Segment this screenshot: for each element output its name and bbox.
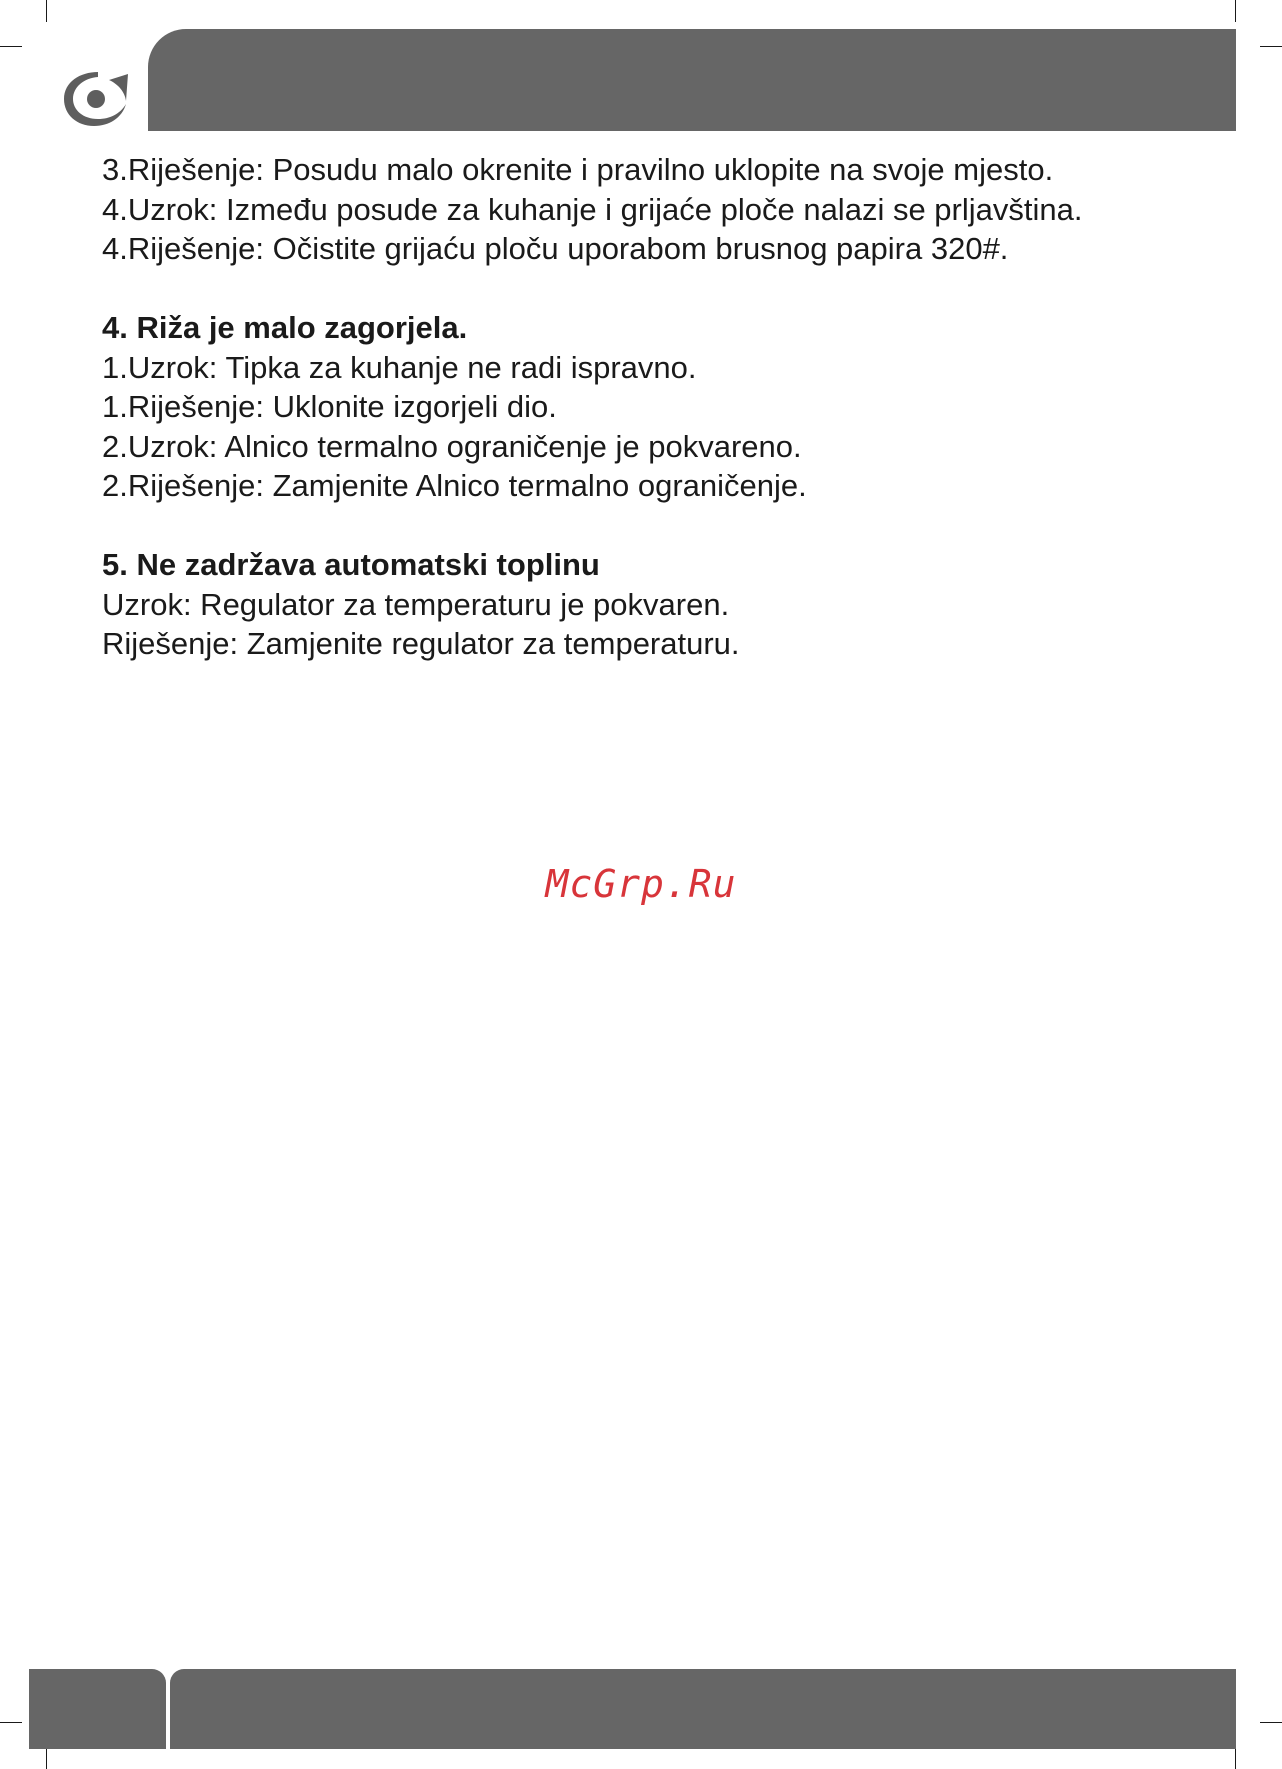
footer-page-tab <box>29 1669 166 1749</box>
crop-mark <box>46 0 47 22</box>
crop-mark <box>1235 1747 1236 1769</box>
text-line: 4.Riješenje: Očistite grijaću ploču uporabom brusnog papira 320#. <box>102 231 1009 266</box>
document-body <box>102 150 1232 664</box>
text-line: 3.Riješenje: Posudu malo okrenite i pravilno uklopite na svoje mjesto. <box>102 152 1054 187</box>
brand-swirl-logo-icon <box>62 68 132 128</box>
crop-mark <box>0 1722 22 1723</box>
spacer <box>102 269 1232 309</box>
section-heading: 5. Ne zadržava automatski toplinu <box>102 547 600 582</box>
header-bar <box>148 29 1236 131</box>
crop-mark <box>0 46 22 47</box>
text-line: 1.Uzrok: Tipka za kuhanje ne radi ispravno. <box>102 349 697 385</box>
text-line: 2.Riješenje: Zamjenite Alnico termalno ograničenje. <box>102 468 807 503</box>
spacer <box>102 506 1232 546</box>
text-line: Riješenje: Zamjenite regulator za temperaturu. <box>102 626 740 661</box>
watermark-text: McGrp.Ru <box>545 862 737 906</box>
text-line: 1.Riješenje: Uklonite izgorjeli dio. <box>102 389 557 424</box>
section-heading: 4. Riža je malo zagorjela. <box>102 310 468 345</box>
text-line: 4.Uzrok: Između posude za kuhanje i grijaće ploče nalazi se prljavština. <box>102 191 1083 227</box>
crop-mark <box>46 1747 47 1769</box>
text-line: 2.Uzrok: Alnico termalno ograničenje je pokvareno. <box>102 428 802 464</box>
crop-mark <box>1260 1722 1282 1723</box>
footer-bar <box>170 1669 1236 1749</box>
text-line: Uzrok: Regulator za temperaturu je pokvaren. <box>102 586 730 622</box>
crop-mark <box>1235 0 1236 22</box>
crop-mark <box>1260 46 1282 47</box>
